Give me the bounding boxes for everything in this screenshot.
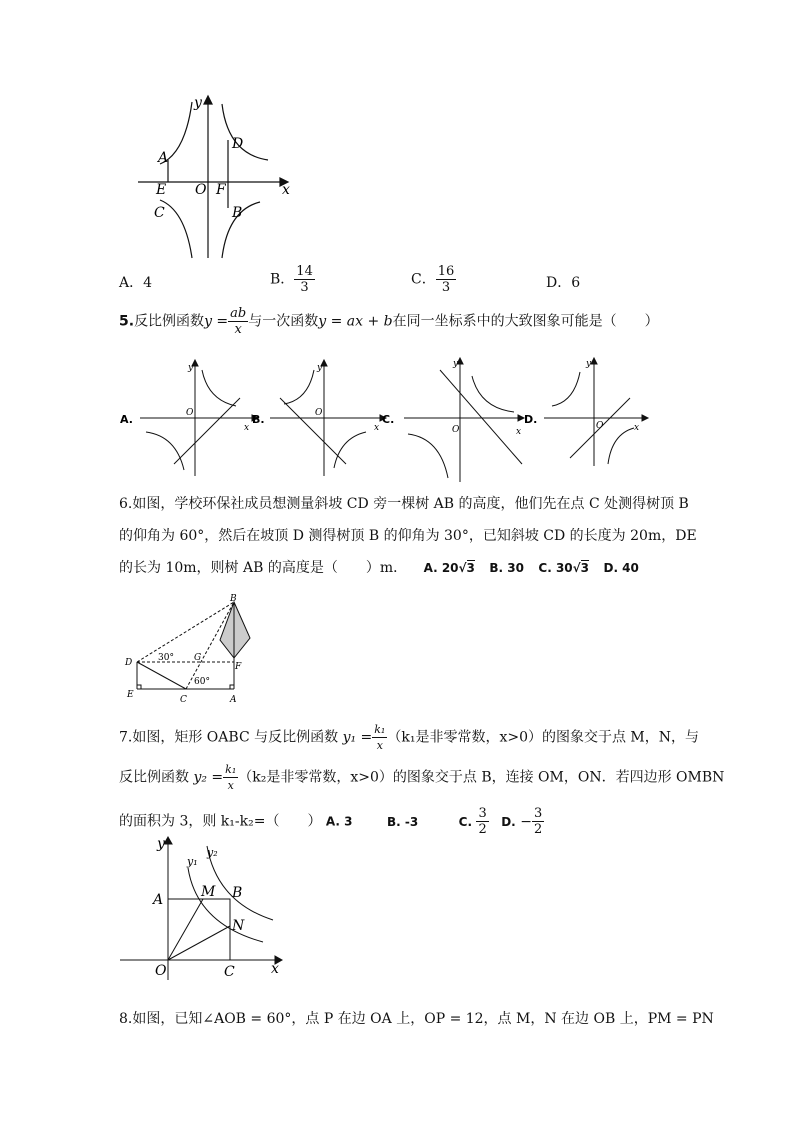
- q5-b-line: [280, 398, 346, 464]
- q5-c-x-label: x: [516, 427, 522, 437]
- q7-option-d-label: D.: [501, 814, 516, 829]
- q6-option-d[interactable]: D. 40: [603, 561, 639, 575]
- q6-option-c-radicand: 3: [580, 561, 590, 575]
- q6-option-c[interactable]: [538, 561, 589, 575]
- q4-option-c[interactable]: [411, 264, 456, 295]
- q7-label-y2: y₂: [207, 846, 218, 859]
- q5-d-x-label: x: [634, 423, 640, 433]
- q7-option-d-fraction: [532, 806, 544, 837]
- q6-label-c: C: [180, 695, 187, 705]
- q5-question: [119, 306, 659, 337]
- q4-option-c-fraction: [436, 264, 457, 295]
- q5-d-origin: O: [596, 421, 604, 431]
- q6-right-angle-a: [230, 685, 234, 689]
- q5-option-c-label: C.: [382, 413, 395, 426]
- q8-line-1: 8.如图，已知∠AOB = 60°，点 P 在边 OA 上，OP = 12，点 M，N 在边 OB 上，PM = PN: [119, 1011, 714, 1027]
- q5-text-1: 反比例函数: [134, 313, 205, 330]
- q4-option-c-prefix: C．: [411, 271, 436, 288]
- q5-c-curve-1: [472, 376, 514, 412]
- q4-label-o: O: [195, 182, 207, 198]
- q4-option-a-value: 4: [143, 275, 153, 291]
- q7-fraction-1: [372, 722, 387, 753]
- q5-b-origin: O: [315, 408, 323, 418]
- q4-curve-upper-right: [222, 104, 268, 160]
- q5-d-curve-2: [608, 428, 634, 464]
- q4-option-d-value: 6: [571, 275, 581, 291]
- q5-a-curve-1: [202, 370, 236, 406]
- q7-line-1: [119, 722, 699, 753]
- q7-y1: y₁ =: [342, 729, 373, 746]
- q4-option-b-den: 3: [300, 280, 309, 295]
- q6-angle-60: 60°: [194, 677, 210, 687]
- q4-option-a[interactable]: [119, 273, 152, 293]
- q7-label-c: C: [224, 964, 235, 980]
- q4-option-d-prefix: D．: [546, 275, 572, 291]
- q5-option-b-label: B.: [252, 413, 265, 426]
- q7-text-1: 7.如图，矩形 OABC 与反比例函数: [119, 729, 343, 746]
- q5-text-2: 与一次函数: [248, 313, 319, 330]
- q5-d-curve-1: [552, 372, 580, 406]
- q5-a-y-label: y: [188, 363, 194, 373]
- q5-number: 5.: [119, 313, 135, 330]
- q7-fraction-2: [223, 762, 238, 793]
- q7-option-c[interactable]: [458, 806, 489, 837]
- q6-label-a: A: [230, 695, 237, 705]
- q6-line-3-text: 的长为 10m，则树 AB 的高度是（ ）m．: [119, 560, 408, 576]
- q7-label-n: N: [232, 918, 245, 934]
- q7-frac-1-den: x: [376, 739, 383, 752]
- q5-c-curve-2: [408, 434, 448, 478]
- q5-b-curve-1: [284, 370, 314, 404]
- q4-option-b-fraction: [294, 264, 315, 295]
- q5-fraction: [228, 306, 248, 337]
- q4-figure: [130, 92, 300, 262]
- q4-label-x: x: [282, 182, 290, 198]
- q6-tree-crown: [220, 602, 250, 658]
- q7-label-y: y: [157, 836, 165, 852]
- q7-rectangle: [168, 899, 230, 960]
- q5-a-curve-2: [146, 432, 184, 470]
- q5-text-3: 在同一坐标系中的大致图象可能是（ ）: [392, 313, 659, 330]
- q6-label-g: G: [194, 653, 202, 663]
- q7-option-c-den: 2: [478, 822, 487, 837]
- q7-label-y1: y₁: [187, 855, 198, 868]
- q7-label-o: O: [155, 963, 167, 979]
- q5-option-d-label: D.: [524, 413, 538, 426]
- q4-label-e: E: [156, 182, 167, 198]
- q5-c-line: [440, 370, 522, 464]
- q7-option-b[interactable]: B. -3: [386, 814, 419, 829]
- q4-option-b-prefix: B．: [270, 271, 295, 288]
- q4-option-c-den: 3: [441, 280, 451, 295]
- q5-d-x-arrow: [642, 415, 648, 421]
- q5-y-eq: y =: [204, 313, 229, 330]
- q4-label-c: C: [154, 205, 165, 221]
- q4-curve-lower-left: [160, 200, 192, 258]
- q7-option-d-sign: −: [520, 813, 532, 830]
- q4-option-a-prefix: A．: [119, 275, 144, 291]
- q6-slope-dc: [137, 662, 186, 689]
- q6-label-b: B: [230, 594, 237, 604]
- q7-label-b: B: [232, 885, 243, 901]
- q6-label-e: E: [127, 690, 134, 700]
- q7-option-a[interactable]: A. 3: [325, 814, 353, 829]
- q6-line-2: 的仰角为 60°，然后在坡顶 D 测得树顶 B 的仰角为 30°，已知斜坡 CD 的长度为 20m，DE: [119, 528, 697, 544]
- q7-label-m: M: [201, 884, 216, 900]
- q7-text-5: 的面积为 3，则 k₁-k₂=（ ）: [119, 813, 322, 830]
- q4-label-b: B: [232, 205, 243, 221]
- q6-label-d: D: [125, 658, 133, 668]
- q4-option-b-num: 14: [296, 264, 313, 279]
- q5-option-a-label: A.: [120, 413, 133, 426]
- q4-label-a: A: [158, 150, 169, 166]
- q7-line-3: [119, 806, 544, 837]
- q7-text-3: 反比例函数: [119, 769, 194, 786]
- q4-label-y: y: [194, 95, 202, 111]
- q6-option-b[interactable]: B. 30: [489, 561, 524, 575]
- q6-figure: [118, 592, 263, 710]
- q5-frac-num: ab: [230, 306, 247, 321]
- q6-right-angle-e: [137, 685, 141, 689]
- q7-option-c-label: C.: [458, 814, 473, 829]
- q5-a-x-label: x: [244, 423, 250, 433]
- q6-option-a-sqrt: √3: [458, 561, 475, 575]
- q4-option-d[interactable]: [546, 273, 580, 293]
- q5-a-line: [174, 398, 240, 464]
- q4-option-b[interactable]: [270, 264, 315, 295]
- q6-option-c-text: C. 30: [538, 561, 573, 575]
- q5-d-y-arrow: [591, 358, 597, 364]
- q6-angle-30: 30°: [158, 653, 174, 663]
- q6-option-a-text: A. 20: [423, 561, 459, 575]
- q5-c-origin: O: [452, 425, 460, 435]
- q5-b-curve-2: [334, 432, 366, 468]
- q6-label-f: F: [235, 662, 242, 672]
- q6-option-a[interactable]: [424, 561, 475, 575]
- q6-line-3: [119, 558, 639, 578]
- q7-text-4: （k₂是非零常数，x>0）的图象交于点 B，连接 OM，ON．若四边形 OMBN: [238, 769, 725, 786]
- q7-text-2: （k₁是非零常数，x>0）的图象交于点 M，N，与: [387, 729, 700, 746]
- q7-frac-1-num: k₁: [374, 723, 386, 736]
- q4-y-arrow: [204, 96, 212, 104]
- q7-option-c-fraction: [476, 806, 488, 837]
- q7-frac-2-den: x: [227, 779, 234, 792]
- q6-line-1: 6.如图，学校环保社成员想测量斜坡 CD 旁一棵树 AB 的高度，他们先在点 C 处测得树顶 B: [119, 496, 689, 512]
- q7-label-a: A: [153, 892, 164, 908]
- q6-sight-db: [137, 602, 234, 662]
- q4-label-d: D: [232, 136, 244, 152]
- q5-b-x-label: x: [374, 423, 380, 433]
- q5-d-y-label: y: [586, 359, 592, 369]
- q5-linear: y = ax + b: [318, 313, 393, 330]
- q7-option-d[interactable]: [501, 806, 544, 837]
- q4-label-f: F: [216, 182, 226, 198]
- q7-option-c-num: 3: [478, 806, 487, 821]
- q4-option-c-num: 16: [437, 264, 455, 279]
- q5-options-figure: [112, 352, 652, 487]
- q6-option-c-sqrt: √3: [572, 561, 590, 575]
- q5-b-y-label: y: [317, 363, 323, 373]
- q7-label-x: x: [271, 961, 279, 977]
- q7-figure: [115, 834, 290, 986]
- q7-y-arrow: [164, 837, 172, 844]
- q7-frac-2-num: k₁: [225, 763, 237, 776]
- q7-option-d-num: 3: [533, 806, 543, 821]
- q5-a-origin: O: [186, 408, 194, 418]
- q7-line-2: [119, 762, 724, 793]
- q5-c-y-label: y: [453, 359, 459, 369]
- q7-option-d-den: 2: [533, 822, 543, 837]
- q7-y2: y₂ =: [193, 769, 224, 786]
- q6-option-a-radicand: 3: [466, 561, 475, 575]
- q5-frac-den: x: [234, 322, 242, 337]
